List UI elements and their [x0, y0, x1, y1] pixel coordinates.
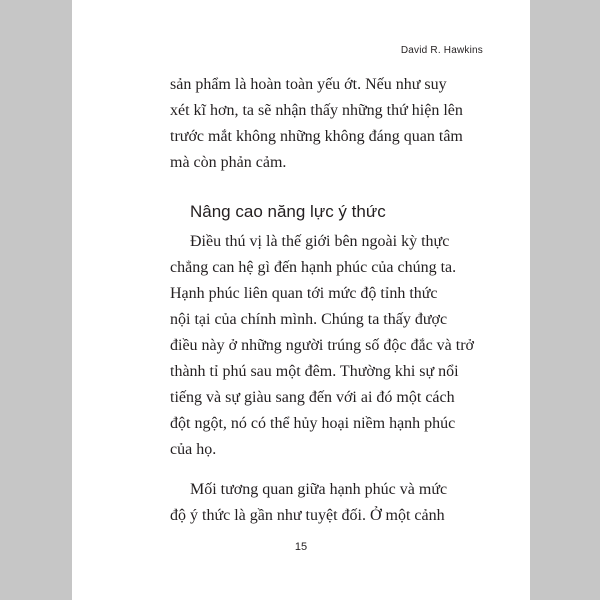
paragraph [170, 477, 490, 529]
text-line: sản phẩm là hoàn toàn yếu ớt. Nếu như suy [170, 76, 447, 93]
text-line: Hạnh phúc liên quan tới mức độ tỉnh thức [170, 285, 438, 302]
text-line: đột ngột, nó có thể hủy hoại niềm hạnh phúc [170, 415, 456, 432]
text-line: Điều thú vị là thế giới bên ngoài kỳ thực [190, 233, 450, 250]
text-line: của họ. [170, 441, 217, 458]
book-page [72, 0, 530, 600]
text-line: mà còn phản cảm. [170, 154, 287, 171]
text-line: độ ý thức là gần như tuyệt đối. Ở một cảnh [170, 507, 445, 524]
text-line: chẳng can hệ gì đến hạnh phúc của chúng ta. [170, 259, 457, 276]
text-line: thành tỉ phú sau một đêm. Thường khi sự nổi [170, 363, 459, 380]
paragraph-continued [170, 72, 490, 176]
text-line: điều này ở những người trúng số độc đắc và trở [170, 337, 474, 354]
text-line: nội tại của chính mình. Chúng ta thấy được [170, 311, 448, 328]
text-line: Mối tương quan giữa hạnh phúc và mức [190, 481, 448, 498]
text-line: trước mắt không những không đáng quan tâm [170, 128, 463, 145]
section-heading: Nâng cao năng lực ý thức [190, 202, 386, 221]
running-head-author: David R. Hawkins [400, 45, 483, 56]
page-number: 15 [294, 541, 308, 553]
text-line: xét kĩ hơn, ta sẽ nhận thấy những thứ hiện lên [170, 102, 463, 119]
paragraph [170, 229, 490, 463]
text-line: tiếng và sự giàu sang đến với ai đó một cách [170, 389, 455, 406]
